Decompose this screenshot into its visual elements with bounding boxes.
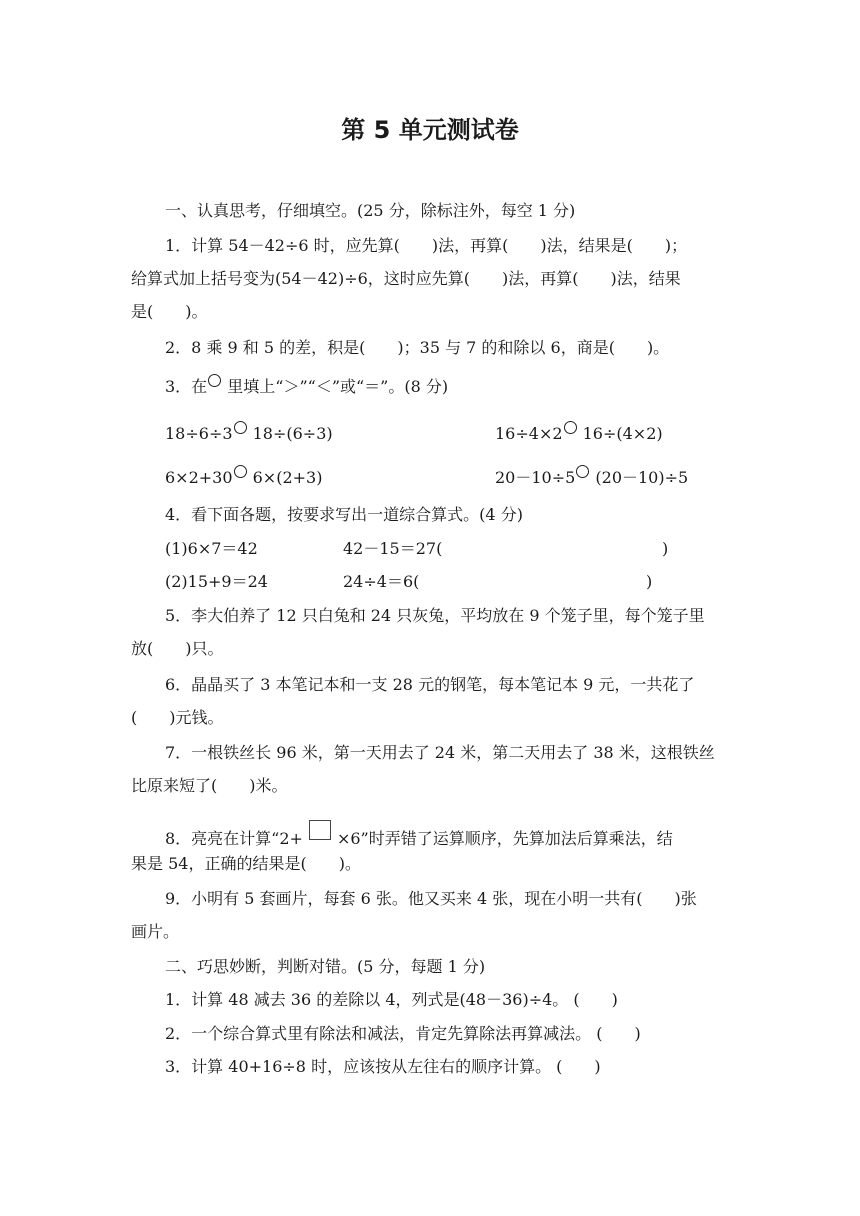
q4-header: 4．看下面各题，按要求写出一道综合算式。(4 分) (165, 505, 523, 524)
q4-1-equation: 42－15＝27( (343, 539, 443, 558)
judge-q1: 1．计算 48 减去 36 的差除以 4，列式是(48－36)÷4。 ( ) (165, 990, 618, 1009)
q4-2-equation: 24÷4＝6( (343, 572, 420, 591)
q6-line1: 6．晶晶买了 3 本笔记本和一支 28 元的钢笔，每本笔记本 9 元，一共花了 (165, 675, 695, 694)
q9-line2: 画片。 (131, 922, 180, 941)
q3-3-left: 6×2+30 (165, 468, 233, 487)
q4-2-given: (2)15+9＝24 (165, 572, 268, 591)
q2: 2．8 乘 9 和 5 的差，积是( )；35 与 7 的和除以 6，商是( )。 (165, 338, 670, 357)
compare-circle-icon[interactable] (234, 465, 247, 478)
q5-line2: 放( )只。 (131, 639, 224, 658)
q3-text-b: 里填上“＞”“＜”或“＝”。(8 分) (222, 377, 449, 396)
section2-heading: 二、巧思妙断，判断对错。(5 分，每题 1 分) (165, 957, 486, 976)
compare-circle-icon[interactable] (234, 421, 247, 434)
q8-text-a: 8．亮亮在计算“2+ (165, 829, 303, 848)
q8-line1 (165, 820, 673, 850)
q8-text-b: ×6”时弄错了运算顺序，先算加法后算乘法，结 (336, 829, 673, 848)
q3-3-right: 6×(2+3) (247, 468, 323, 487)
q8-line2: 果是 54，正确的结果是( )。 (131, 854, 361, 873)
q3-4-right: (20－10)÷5 (590, 468, 689, 487)
judge-q3: 3．计算 40+16÷8 时，应该按从左往右的顺序计算。 ( ) (165, 1057, 601, 1076)
q4-1-given: (1)6×7＝42 (165, 539, 258, 558)
q1-line3: 是( )。 (131, 302, 208, 321)
page-title: 第 5 单元测试卷 (341, 116, 519, 144)
compare-circle-icon[interactable] (564, 421, 577, 434)
q3-1-right: 18÷(6÷3) (247, 424, 333, 443)
q1-line1: 1．计算 54－42÷6 时，应先算( )法，再算( )法，结果是( )； (165, 236, 688, 255)
section1-heading: 一、认真思考，仔细填空。(25 分，除标注外，每空 1 分) (165, 201, 576, 220)
compare-circle-icon (208, 374, 221, 387)
compare-circle-icon[interactable] (576, 465, 589, 478)
q3-item-4 (495, 465, 688, 489)
q5-line1: 5．李大伯养了 12 只白兔和 24 只灰兔，平均放在 9 个笼子里，每个笼子里 (165, 606, 705, 625)
q7-line1: 7．一根铁丝长 96 米，第一天用去了 24 米，第二天用去了 38 米，这根铁丝 (165, 743, 715, 762)
q6-line2: ( )元钱。 (131, 708, 224, 727)
q3-item-1 (165, 421, 333, 445)
q3-2-left: 16÷4×2 (495, 424, 563, 443)
q3-1-left: 18÷6÷3 (165, 424, 233, 443)
judge-q2: 2．一个综合算式里有除法和减法，肯定先算除法再算减法。 ( ) (165, 1024, 641, 1043)
q4-2-close: ) (646, 572, 653, 591)
q3-2-right: 16÷(4×2) (577, 424, 663, 443)
q7-line2: 比原来短了( )米。 (131, 776, 288, 795)
q4-1-close: ) (662, 539, 669, 558)
q3-item-2 (495, 421, 663, 445)
q3-item-3 (165, 465, 322, 489)
q9-line1: 9．小明有 5 套画片，每套 6 张。他又买来 4 张，现在小明一共有( )张 (165, 889, 697, 908)
answer-box[interactable] (309, 820, 331, 840)
q3-4-left: 20－10÷5 (495, 468, 576, 487)
q3-text-a: 3．在 (165, 377, 208, 396)
q3-header (165, 374, 448, 398)
q1-line2: 给算式加上括号变为(54－42)÷6，这时应先算( )法，再算( )法，结果 (131, 269, 681, 288)
